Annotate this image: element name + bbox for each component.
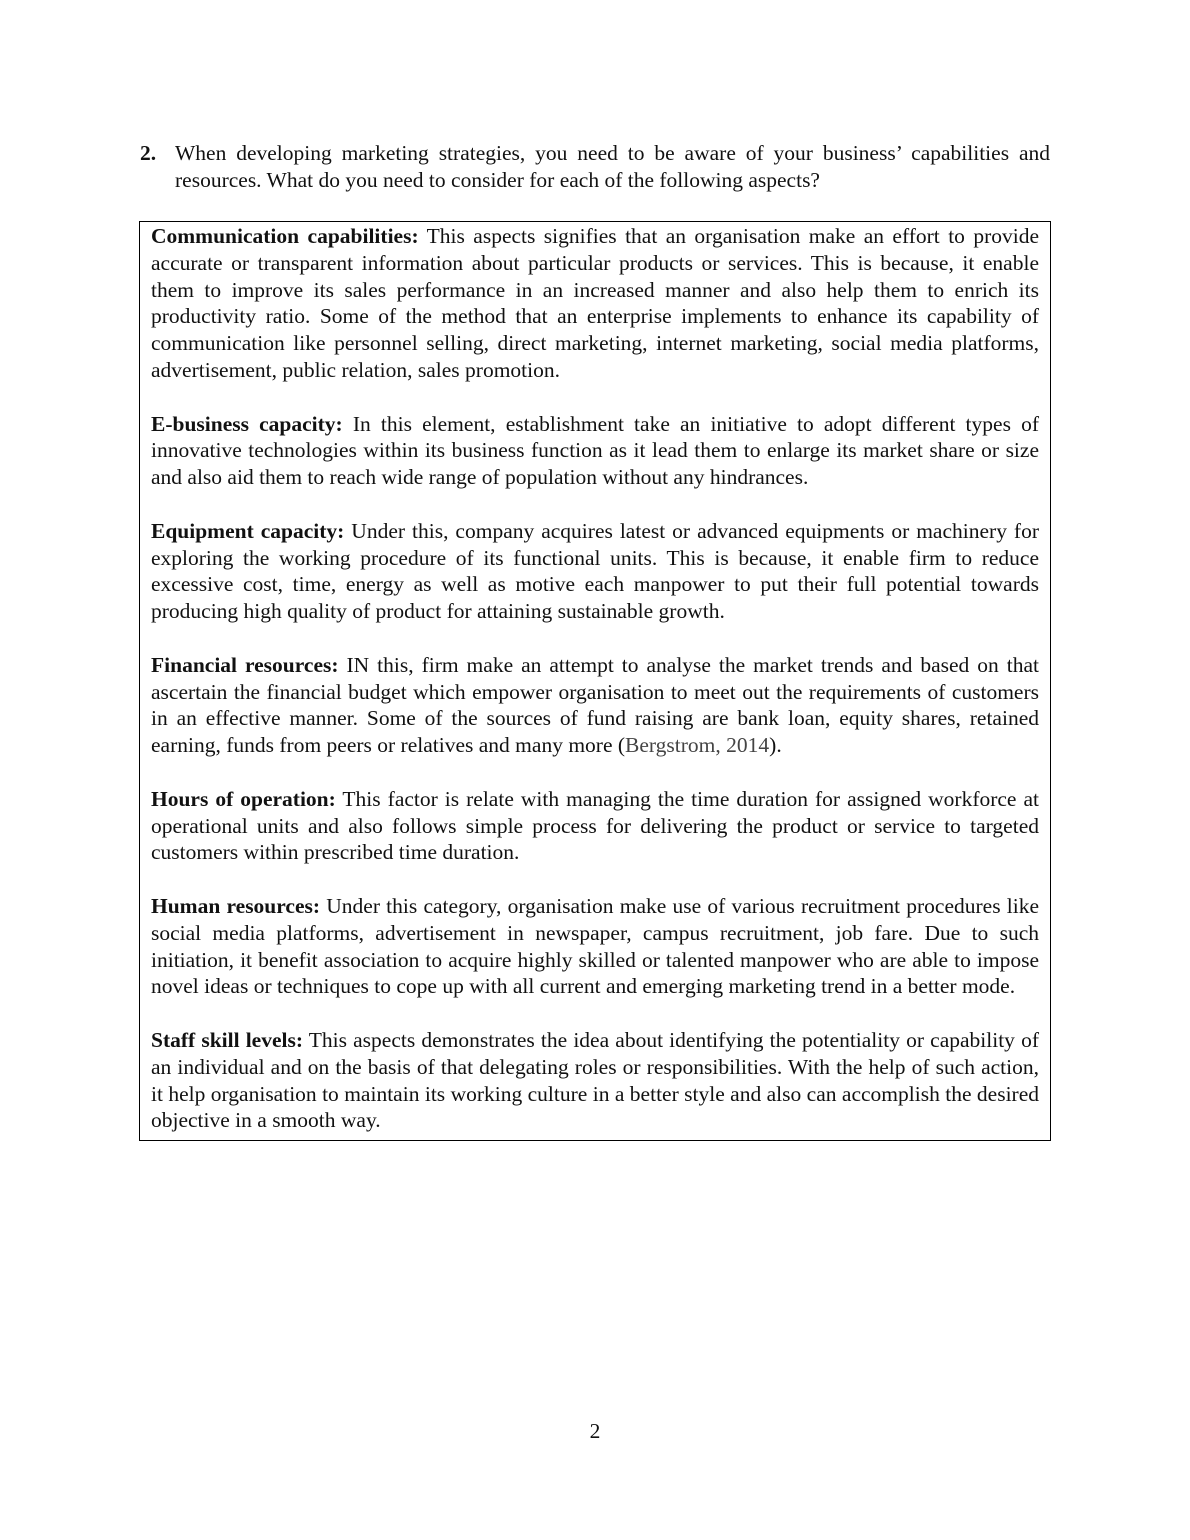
paragraph-financial-resources	[151, 652, 1039, 759]
paragraph-text: This factor is relate with managing the time duration for assigned workforce at operational units and also follows simple process for delivering the product or service to targeted customers within prescribed time duration.	[151, 786, 1039, 865]
paragraph-equipment-capacity	[151, 518, 1039, 625]
question-text: When developing marketing strategies, you need to be aware of your business’ capabilities and resources. What do you need to consider for each of the following aspects?	[175, 141, 1050, 192]
question-number: 2.	[140, 141, 157, 165]
paragraph-human-resources	[151, 893, 1039, 1000]
paragraph-staff-skill-levels	[151, 1027, 1039, 1134]
paragraph-hours-of-operation	[151, 786, 1039, 866]
term-heading: Equipment capacity:	[151, 518, 345, 543]
term-heading: Staff skill levels:	[151, 1027, 304, 1052]
question-block	[140, 140, 1050, 194]
paragraph-text: This aspects signifies that an organisation make an effort to provide accurate or transparent information about particular products or services. This is because, it enable them to improve its sales performance in an increased manner and also help them to enrich its productivity ratio. Some of the method that an enterprise implements to enhance its capability of communication like personnel selling, direct marketing, internet marketing, social media platforms, advertisement, public relation, sales promotion.	[151, 224, 1040, 382]
term-heading: Communication capabilities:	[151, 224, 419, 248]
paragraph-e-business-capacity	[151, 411, 1039, 491]
paragraph-text: IN this, firm make an attempt to analyse the market trends and based on that ascertain the financial budget which empower organisation to meet out the requirements of customers in an effective manner. Some of the sources of fund raising are bank loan, equity shares, retained earning, funds from peers or relatives and many more (	[151, 652, 1039, 758]
term-heading: Hours of operation:	[151, 786, 336, 811]
paragraph-text: Under this category, organisation make use of various recruitment procedures like social media platforms, advertisement in newspaper, campus recruitment, job fare. Due to such initiation, it benefit association to acquire highly skilled or talented manpower who are able to impose novel ideas or techniques to cope up with all current and emerging marketing trend in a better mode.	[151, 893, 1039, 999]
paragraph-text: Under this, company acquires latest or advanced equipments or machinery for exploring the working procedure of its functional units. This is because, it enable firm to reduce excessive cost, time, energy as well as motive each manpower to put their full potential towards producing high quality of product for attaining sustainable growth.	[151, 518, 1039, 624]
page-number: 2	[589, 1419, 601, 1443]
term-heading: E-business capacity:	[151, 411, 343, 436]
term-heading: Human resources:	[151, 893, 321, 918]
paragraph-text: In this element, establishment take an initiative to adopt different types of innovative technologies within its business function as it lead them to enlarge its market share or size and also aid them to reach wide range of population without any hindrances.	[151, 411, 1039, 490]
paragraph-text-end: ).	[769, 733, 782, 758]
answer-box	[139, 221, 1051, 1141]
term-heading: Financial resources:	[151, 652, 339, 677]
paragraph-communication-capabilities	[151, 223, 1039, 384]
paragraph-text: This aspects demonstrates the idea about identifying the potentiality or capability of an individual and on the basis of that delegating roles or responsibilities. With the help of such action, it help organisation to maintain its working culture in a better style and also can accomplish the desired objective in a smooth way.	[151, 1027, 1039, 1133]
citation: Bergstrom, 2014	[625, 733, 770, 758]
